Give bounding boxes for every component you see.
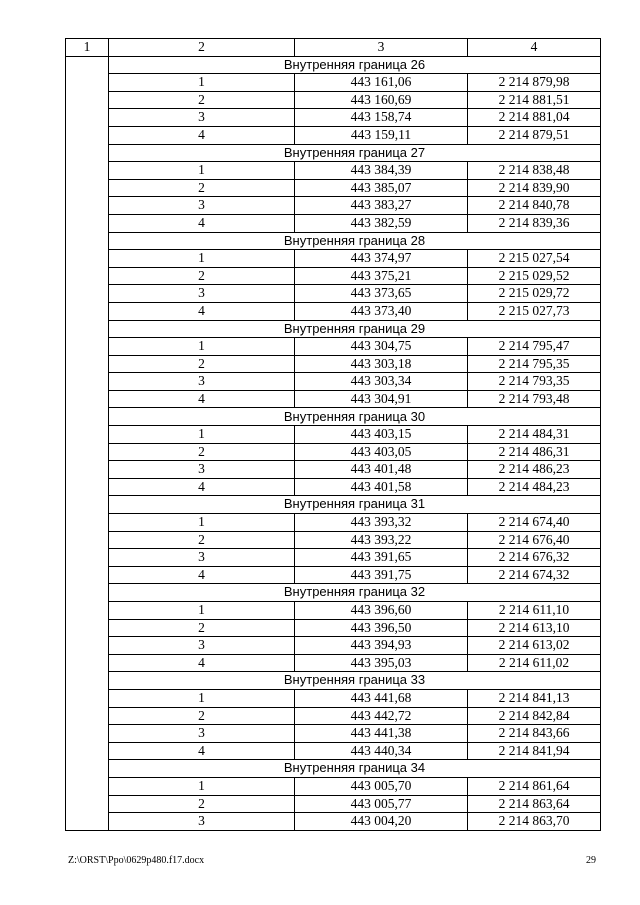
point-number-cell: 1 (109, 514, 295, 532)
table-row (66, 302, 601, 320)
table-row (66, 795, 601, 813)
x-coordinate-cell: 443 382,59 (295, 214, 468, 232)
x-coordinate-cell: 443 384,39 (295, 162, 468, 180)
section-title: Внутренняя граница 30 (109, 408, 601, 426)
section-row (66, 760, 601, 778)
table-row (66, 426, 601, 444)
y-coordinate-cell: 2 214 841,94 (468, 742, 601, 760)
table-body (66, 39, 601, 831)
table-row (66, 742, 601, 760)
point-number-cell: 2 (109, 619, 295, 637)
section-row (66, 496, 601, 514)
x-coordinate-cell: 443 396,50 (295, 619, 468, 637)
x-coordinate-cell: 443 403,05 (295, 443, 468, 461)
table-row (66, 531, 601, 549)
x-coordinate-cell: 443 303,18 (295, 355, 468, 373)
y-coordinate-cell: 2 214 611,02 (468, 654, 601, 672)
section-title: Внутренняя граница 28 (109, 232, 601, 250)
point-number-cell: 3 (109, 285, 295, 303)
x-coordinate-cell: 443 441,38 (295, 725, 468, 743)
y-coordinate-cell: 2 214 879,98 (468, 74, 601, 92)
y-coordinate-cell: 2 214 839,36 (468, 214, 601, 232)
point-number-cell: 1 (109, 602, 295, 620)
point-number-cell: 2 (109, 795, 295, 813)
y-coordinate-cell: 2 214 795,35 (468, 355, 601, 373)
y-coordinate-cell: 2 214 863,70 (468, 813, 601, 831)
y-coordinate-cell: 2 214 484,23 (468, 478, 601, 496)
x-coordinate-cell: 443 373,65 (295, 285, 468, 303)
coordinates-table (65, 38, 601, 831)
x-coordinate-cell: 443 393,22 (295, 531, 468, 549)
x-coordinate-cell: 443 383,27 (295, 197, 468, 215)
point-number-cell: 1 (109, 250, 295, 268)
point-number-cell: 3 (109, 637, 295, 655)
x-coordinate-cell: 443 005,70 (295, 777, 468, 795)
table-row (66, 602, 601, 620)
x-coordinate-cell: 443 395,03 (295, 654, 468, 672)
y-coordinate-cell: 2 214 881,51 (468, 91, 601, 109)
header-col-2: 2 (109, 39, 295, 57)
table-row (66, 355, 601, 373)
table-row (66, 91, 601, 109)
y-coordinate-cell: 2 214 484,31 (468, 426, 601, 444)
y-coordinate-cell: 2 214 793,35 (468, 373, 601, 391)
y-coordinate-cell: 2 214 843,66 (468, 725, 601, 743)
y-coordinate-cell: 2 214 879,51 (468, 126, 601, 144)
y-coordinate-cell: 2 215 029,72 (468, 285, 601, 303)
point-number-cell: 2 (109, 707, 295, 725)
x-coordinate-cell: 443 304,91 (295, 390, 468, 408)
point-number-cell: 2 (109, 267, 295, 285)
x-coordinate-cell: 443 391,75 (295, 566, 468, 584)
footer-page-number: 29 (586, 855, 596, 866)
header-col-1: 1 (66, 39, 109, 57)
x-coordinate-cell: 443 160,69 (295, 91, 468, 109)
y-coordinate-cell: 2 214 674,40 (468, 514, 601, 532)
table-row (66, 654, 601, 672)
table-row (66, 725, 601, 743)
point-number-cell: 1 (109, 777, 295, 795)
header-col-3: 3 (295, 39, 468, 57)
y-coordinate-cell: 2 214 881,04 (468, 109, 601, 127)
y-coordinate-cell: 2 214 611,10 (468, 602, 601, 620)
point-number-cell: 4 (109, 654, 295, 672)
table-row (66, 549, 601, 567)
y-coordinate-cell: 2 214 841,13 (468, 689, 601, 707)
x-coordinate-cell: 443 004,20 (295, 813, 468, 831)
section-row (66, 584, 601, 602)
point-number-cell: 2 (109, 179, 295, 197)
point-number-cell: 3 (109, 373, 295, 391)
point-number-cell: 3 (109, 549, 295, 567)
section-title: Внутренняя граница 29 (109, 320, 601, 338)
x-coordinate-cell: 443 394,93 (295, 637, 468, 655)
header-col-4: 4 (468, 39, 601, 57)
section-row (66, 408, 601, 426)
footer-file-path: Z:\ORST\Ppo\0629p480.f17.docx (68, 855, 205, 866)
y-coordinate-cell: 2 214 486,31 (468, 443, 601, 461)
table-row (66, 813, 601, 831)
table-row (66, 514, 601, 532)
point-number-cell: 4 (109, 126, 295, 144)
y-coordinate-cell: 2 214 795,47 (468, 338, 601, 356)
point-number-cell: 4 (109, 302, 295, 320)
section-row (66, 144, 601, 162)
y-coordinate-cell: 2 214 613,10 (468, 619, 601, 637)
x-coordinate-cell: 443 373,40 (295, 302, 468, 320)
table-row (66, 74, 601, 92)
y-coordinate-cell: 2 214 676,40 (468, 531, 601, 549)
x-coordinate-cell: 443 375,21 (295, 267, 468, 285)
section-title: Внутренняя граница 33 (109, 672, 601, 690)
table-row (66, 338, 601, 356)
table-row (66, 777, 601, 795)
point-number-cell: 4 (109, 566, 295, 584)
table-row (66, 619, 601, 637)
y-coordinate-cell: 2 215 029,52 (468, 267, 601, 285)
table-row (66, 689, 601, 707)
x-coordinate-cell: 443 158,74 (295, 109, 468, 127)
header-row (66, 39, 601, 57)
table-row (66, 390, 601, 408)
table-row (66, 478, 601, 496)
table-row (66, 109, 601, 127)
section-title: Внутренняя граница 34 (109, 760, 601, 778)
section-title: Внутренняя граница 27 (109, 144, 601, 162)
point-number-cell: 4 (109, 214, 295, 232)
table-row (66, 285, 601, 303)
section-row (66, 672, 601, 690)
y-coordinate-cell: 2 214 486,23 (468, 461, 601, 479)
section-row (66, 320, 601, 338)
x-coordinate-cell: 443 159,11 (295, 126, 468, 144)
section-title: Внутренняя граница 31 (109, 496, 601, 514)
x-coordinate-cell: 443 401,58 (295, 478, 468, 496)
x-coordinate-cell: 443 403,15 (295, 426, 468, 444)
x-coordinate-cell: 443 396,60 (295, 602, 468, 620)
y-coordinate-cell: 2 214 861,64 (468, 777, 601, 795)
point-number-cell: 4 (109, 390, 295, 408)
column-1-merged-cell (66, 56, 109, 830)
point-number-cell: 3 (109, 461, 295, 479)
section-title: Внутренняя граница 26 (109, 56, 601, 74)
point-number-cell: 1 (109, 162, 295, 180)
table-row (66, 126, 601, 144)
point-number-cell: 4 (109, 478, 295, 496)
point-number-cell: 4 (109, 742, 295, 760)
table-row (66, 443, 601, 461)
x-coordinate-cell: 443 385,07 (295, 179, 468, 197)
table-row (66, 707, 601, 725)
y-coordinate-cell: 2 215 027,73 (468, 302, 601, 320)
table-row (66, 566, 601, 584)
point-number-cell: 2 (109, 355, 295, 373)
y-coordinate-cell: 2 214 793,48 (468, 390, 601, 408)
section-row (66, 232, 601, 250)
point-number-cell: 3 (109, 813, 295, 831)
y-coordinate-cell: 2 215 027,54 (468, 250, 601, 268)
x-coordinate-cell: 443 441,68 (295, 689, 468, 707)
table-row (66, 461, 601, 479)
y-coordinate-cell: 2 214 863,64 (468, 795, 601, 813)
table-row (66, 197, 601, 215)
y-coordinate-cell: 2 214 676,32 (468, 549, 601, 567)
x-coordinate-cell: 443 005,77 (295, 795, 468, 813)
y-coordinate-cell: 2 214 838,48 (468, 162, 601, 180)
point-number-cell: 1 (109, 338, 295, 356)
table-row (66, 162, 601, 180)
point-number-cell: 2 (109, 91, 295, 109)
x-coordinate-cell: 443 440,34 (295, 742, 468, 760)
point-number-cell: 3 (109, 197, 295, 215)
section-row (66, 56, 601, 74)
table-row (66, 373, 601, 391)
point-number-cell: 1 (109, 74, 295, 92)
section-title: Внутренняя граница 32 (109, 584, 601, 602)
y-coordinate-cell: 2 214 840,78 (468, 197, 601, 215)
table-row (66, 214, 601, 232)
table-row (66, 267, 601, 285)
point-number-cell: 3 (109, 109, 295, 127)
x-coordinate-cell: 443 304,75 (295, 338, 468, 356)
y-coordinate-cell: 2 214 842,84 (468, 707, 601, 725)
x-coordinate-cell: 443 393,32 (295, 514, 468, 532)
table-row (66, 637, 601, 655)
table-row (66, 179, 601, 197)
x-coordinate-cell: 443 161,06 (295, 74, 468, 92)
point-number-cell: 2 (109, 531, 295, 549)
point-number-cell: 3 (109, 725, 295, 743)
point-number-cell: 1 (109, 426, 295, 444)
y-coordinate-cell: 2 214 674,32 (468, 566, 601, 584)
x-coordinate-cell: 443 401,48 (295, 461, 468, 479)
x-coordinate-cell: 443 303,34 (295, 373, 468, 391)
x-coordinate-cell: 443 442,72 (295, 707, 468, 725)
y-coordinate-cell: 2 214 613,02 (468, 637, 601, 655)
y-coordinate-cell: 2 214 839,90 (468, 179, 601, 197)
x-coordinate-cell: 443 374,97 (295, 250, 468, 268)
point-number-cell: 2 (109, 443, 295, 461)
point-number-cell: 1 (109, 689, 295, 707)
table-row (66, 250, 601, 268)
x-coordinate-cell: 443 391,65 (295, 549, 468, 567)
